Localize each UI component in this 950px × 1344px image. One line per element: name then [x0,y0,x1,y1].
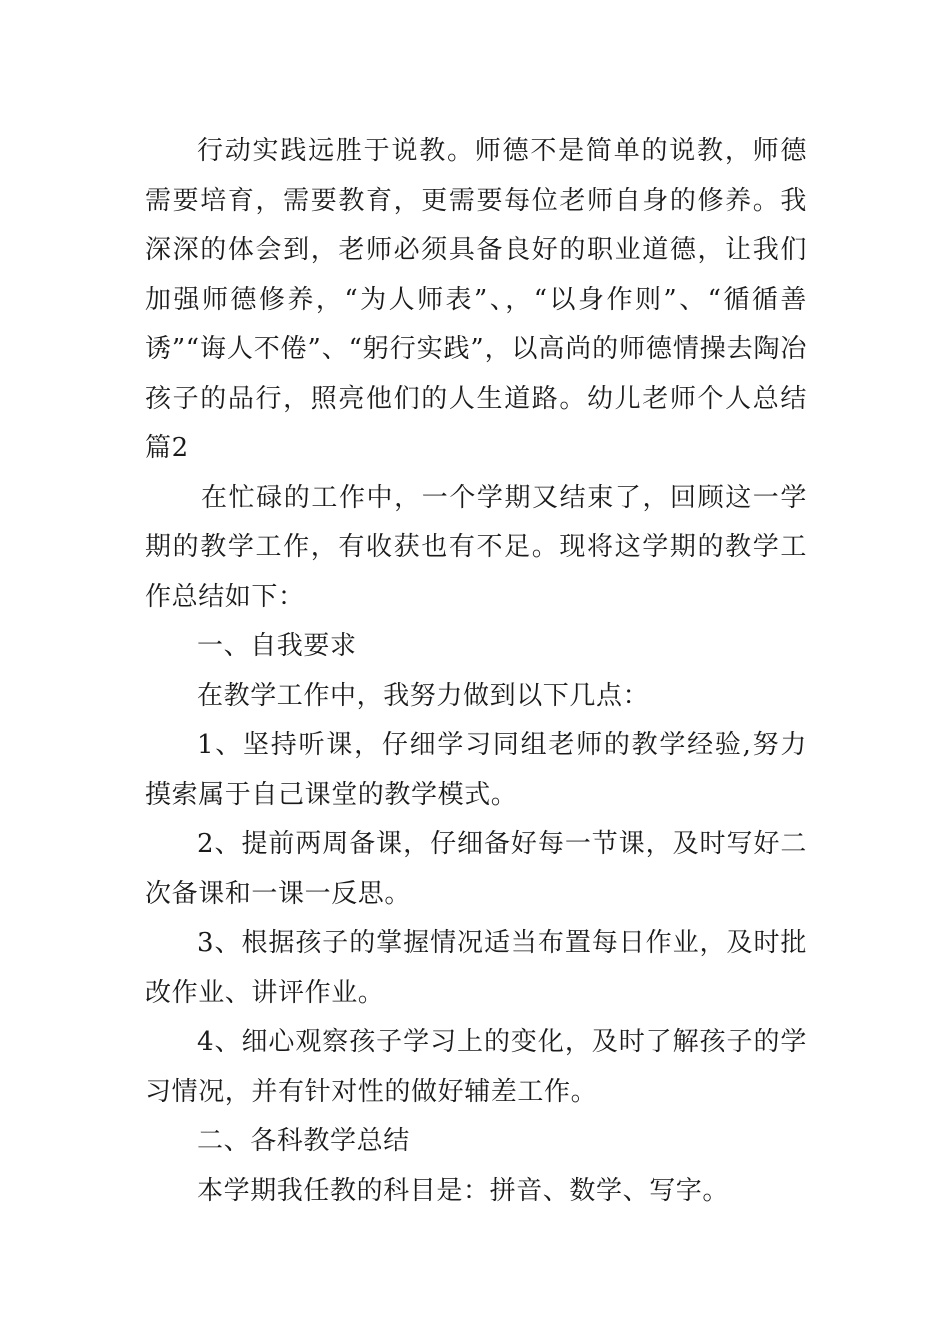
heading-subject-summary: 二、各科教学总结 [197,1126,410,1156]
paragraph-teaching-points-intro: 在教学工作中，我努力做到以下几点： [197,680,650,711]
list-item-4: 4、细心观察孩子学习上的变化，及时了解孩子的学习情况，并有针对性的做好辅差工作。 [145,1027,807,1107]
list-item-1: 1、坚持听课，仔细学习同组老师的教学经验,努力摸索属于自己课堂的教学模式。 [145,730,807,810]
list-item-3: 3、根据孩子的掌握情况适当布置每日作业，及时批改作业、讲评作业。 [145,928,807,1008]
document-body [145,127,807,1216]
paragraph-teacher-ethics: 行动实践远胜于说教。师德不是简单的说教，师德需要培育，需要教育，更需要每位老师自身的修养。我深深的体会到，老师必须具备良好的职业道德，让我们加强师德修养，“为人师表”、，“以身作则”、“循循善诱”“诲人不倦”、“躬行实践”，以高尚的师德情操去陶冶孩子的品行，照亮他们的人生道路。幼儿老师个人总结 篇2 [145,136,807,463]
paragraph-subjects-taught: 本学期我任教的科目是：拼音、数学、写字。 [197,1175,730,1206]
heading-self-requirements: 一、自我要求 [197,631,357,661]
paragraph-semester-intro: 在忙碌的工作中，一个学期又结束了，回顾这一学期的教学工作，有收获也有不足。现将这学期的教学工作总结如下： [145,482,807,612]
list-item-2: 2、提前两周备课，仔细备好每一节课，及时写好二次备课和一课一反思。 [145,829,807,909]
